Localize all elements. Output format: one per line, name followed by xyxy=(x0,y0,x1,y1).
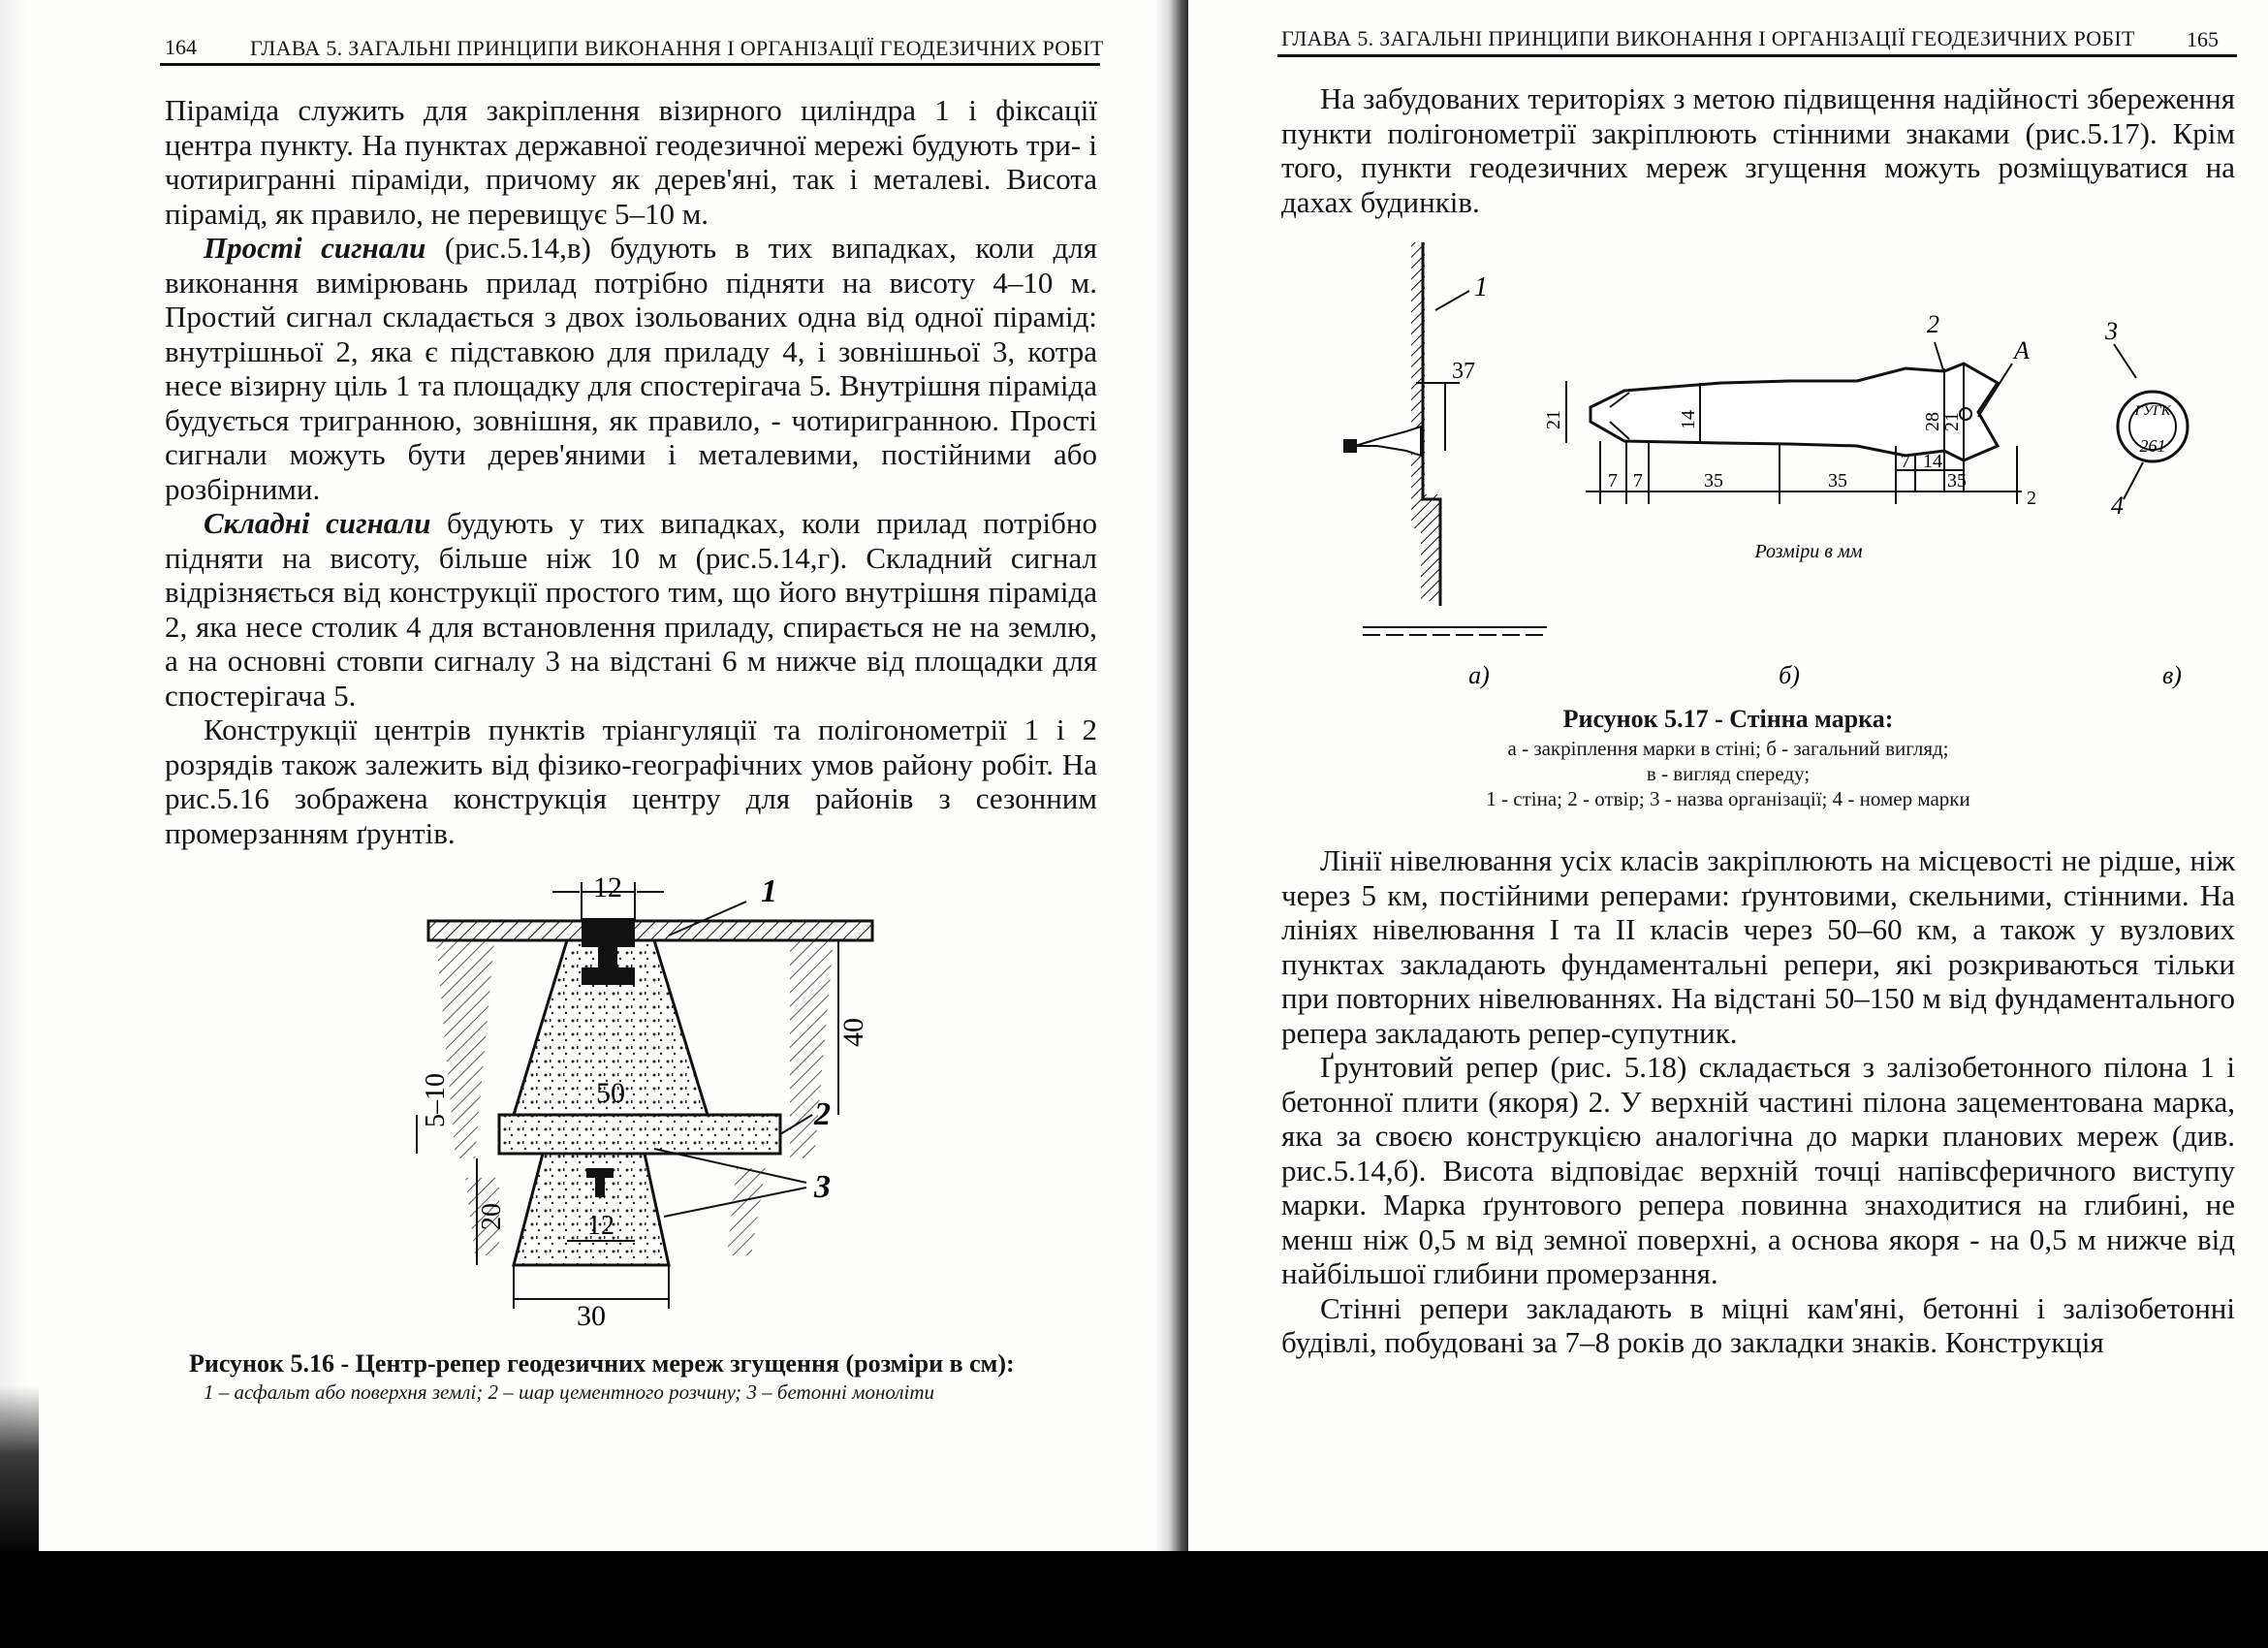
body-text xyxy=(1281,843,2235,1360)
sublabel-a: а) xyxy=(1468,661,1490,689)
figure-5-17-caption-line: 1 - стіна; 2 - отвір; 3 - назва організації; 4 - номер марки xyxy=(1486,787,1970,810)
sublabel-b: б) xyxy=(1779,661,1800,689)
figure-5-17-diagram xyxy=(1266,238,2235,703)
dim-label-2: 2 xyxy=(2027,488,2036,509)
dim-label-35c: 35 xyxy=(1947,470,1967,491)
figure-5-16-caption-title: Рисунок 5.16 - Центр-репер геодезичних мереж згущення (розміри в см): xyxy=(189,1349,1015,1378)
page-edge-shadow xyxy=(0,0,29,1559)
running-header: ГЛАВА 5. ЗАГАЛЬНІ ПРИНЦИПИ ВИКОНАННЯ І ОРГАНІЗАЦІЇ ГЕОДЕЗИЧНИХ РОБІТ xyxy=(250,36,1104,60)
dim-label-50: 50 xyxy=(596,1077,625,1109)
survey-mark-head xyxy=(582,918,635,947)
dim-label-40: 40 xyxy=(837,1018,869,1047)
dim-label-7c: 7 xyxy=(1901,451,1910,472)
cement-layer xyxy=(499,1115,780,1154)
dim-label-7a: 7 xyxy=(1608,470,1618,491)
scan-bottom-border xyxy=(0,1551,2268,1648)
ground-hatch-right-low xyxy=(727,1168,766,1255)
dim-label-20: 20 xyxy=(477,1203,507,1230)
mark-number: 261 xyxy=(2139,436,2166,456)
callout-a-1: 1 xyxy=(1474,272,1488,302)
dim-label-37: 37 xyxy=(1452,359,1475,384)
dim-label-12-bottom: 12 xyxy=(587,1211,614,1241)
leader-c-3 xyxy=(2114,344,2136,378)
organization-name: ГУГК xyxy=(2134,403,2171,419)
callout-3: 3 xyxy=(814,1169,831,1205)
left-page xyxy=(0,0,1168,1559)
dim-label-21b: 21 xyxy=(1941,412,1963,431)
wall-mark-tip xyxy=(1343,439,1357,453)
dim-label-14b: 14 xyxy=(1923,451,1942,472)
dim-label-21a: 21 xyxy=(1543,410,1564,429)
term: Прості сигнали xyxy=(204,231,426,265)
header-rule xyxy=(1277,54,2237,57)
paragraph-text: Піраміда служить для закріплення візирного циліндра 1 і фіксації центра пункту. На пунктах державної геодезичної мережі будують три- і чотиригранні піраміди, причому як дерев'яні, так і металеві. Висота пірамід, як правило, не перевищує 5–10 м. xyxy=(165,93,1097,231)
leader-b-2 xyxy=(1935,342,1944,373)
dim-label-35b: 35 xyxy=(1828,470,1847,491)
leader-a-1 xyxy=(1435,291,1469,310)
page-number: 165 xyxy=(2187,27,2219,51)
figure-5-17-caption-line: а - закріплення марки в стіні; б - загальний вигляд; xyxy=(1507,737,1949,760)
page-number: 164 xyxy=(165,35,197,59)
body-text xyxy=(165,93,1097,850)
figure-5-17-caption-title: Рисунок 5.17 - Стінна марка: xyxy=(1562,705,1894,733)
right-page xyxy=(1188,0,2268,1559)
intro-text xyxy=(1281,81,2235,219)
dim-label-7b: 7 xyxy=(1633,470,1643,491)
callout-b-2: 2 xyxy=(1927,310,1939,338)
mark-body xyxy=(1591,364,1998,460)
figure-5-16-caption-text xyxy=(204,1380,934,1405)
figure-5-16-diagram xyxy=(407,868,911,1352)
dim-label-12-top: 12 xyxy=(593,872,622,903)
paragraph-text: (рис.5.14,в) будують в тих випадках, коли для виконання вимірювань прилад потрібно підняти на висоту 4–10 м. Простий сигнал складається з двох ізольованих одна від одної пірамід: внутрішньої 2, яка є підставкою для приладу 4, і зовнішньої 3, котра несе візирну ціль 1 та площадку для спостерігача 5. Внутрішня піраміда будується тригранною, зовнішня, як правило, - чотиригранною. Прості сигнали можуть бути дерев'яними і металевими, постійними або розбірними. xyxy=(165,231,1097,506)
paragraph-text: будують у тих випадках, коли прилад потрібно підняти на висоту, більше ніж 10 м (рис.5.14,г). Складний сигнал відрізняється від конструкції простого тим, що його внутрішня піраміда 2, яка несе столик 4 для встановлення приладу, спирається не на землю, а на основні стовпи сигналу 3 на відстані 6 м нижче від площадки для спостерігача 5. xyxy=(165,506,1097,713)
dim-label-28: 28 xyxy=(1922,412,1943,431)
running-header: ГЛАВА 5. ЗАГАЛЬНІ ПРИНЦИПИ ВИКОНАННЯ І ОРГАНІЗАЦІЇ ГЕОДЕЗИЧНИХ РОБІТ xyxy=(1281,26,2135,50)
caption-legend: 1 – асфальт або поверхня землі; 2 – шар цементного розчину; 3 – бетонні моноліти xyxy=(204,1380,935,1404)
callout-c-4: 4 xyxy=(2111,491,2124,520)
paragraph: Лінії нівелювання усіх класів закріплюють на місцевості не рідше, ніж через 5 км, постійними реперами: ґрунтовими, скельними, стінними. На лініях нівелювання I та II класів через 50–60 км, а також у вузлових пунктах закладають фундаментальні репери, які розкриваються тільки при повторних нівелюваннях. На відстані 50–150 м від фундаментального репера закладають репер-супутник. xyxy=(1281,843,2235,1050)
paragraph xyxy=(165,93,1097,231)
paragraph-text: Конструкції центрів пунктів тріангуляції та полігонометрії 1 і 2 розрядів також залежить від фізико-географічних умов району робіт. На рис.5.16 зображена конструкція центру для районів з сезонним промерзанням ґрунтів. xyxy=(165,713,1097,850)
callout-1: 1 xyxy=(761,873,777,909)
figure-5-17-caption-line: в - вигляд спереду; xyxy=(1646,762,1811,785)
header-rule xyxy=(160,63,1100,66)
units-note: Розміри в мм xyxy=(1754,541,1863,562)
dim-label-14a: 14 xyxy=(1678,410,1699,429)
asphalt-layer xyxy=(428,921,872,940)
lower-mark-stem xyxy=(595,1176,605,1197)
paragraph xyxy=(165,231,1097,506)
leader-c-4 xyxy=(2124,462,2143,499)
subfigure-a-wall-fixing xyxy=(1343,242,1547,635)
dim-label-30: 30 xyxy=(577,1300,606,1332)
wall-mark xyxy=(1355,427,1421,456)
paragraph xyxy=(165,713,1097,850)
page-corner-shadow xyxy=(0,1386,39,1559)
subfigure-b-mark-view xyxy=(1543,310,2036,562)
survey-mark-base xyxy=(582,967,635,985)
callout-b-A: A xyxy=(2014,336,2030,364)
dim-label-5-10: 5–10 xyxy=(421,1073,451,1127)
term: Складні сигнали xyxy=(204,506,431,540)
survey-mark-stem xyxy=(598,945,617,969)
subfigure-c-front-view xyxy=(2104,317,2188,520)
paragraph: Ґрунтовий репер (рис. 5.18) складається з залізобетонного пілона 1 і бетонної плити (якоря) 2. У верхній частині пілона зацементована марка, яка за своєю конструкцією аналогічна до марки планових мереж (див. рис.5.14,б). Висота відповідає верхній точці напівсферичного виступу марки. Марка ґрунтового репера повинна знаходитися на глибині, не менш ніж 0,5 м від земної поверхні, а основа якоря - на 0,5 м нижче від найбільшої глибини промерзання. xyxy=(1281,1050,2235,1290)
wall-lower-hatch xyxy=(1421,494,1440,601)
paragraph: Стінні репери закладають в міцні кам'яні, бетонні і залізобетонні будівлі, побудовані за 7–8 років до закладки знаків. Конструкція xyxy=(1281,1290,2235,1359)
paragraph xyxy=(165,506,1097,713)
callout-c-3: 3 xyxy=(2105,317,2118,345)
dim-label-35a: 35 xyxy=(1704,470,1723,491)
callout-2: 2 xyxy=(814,1096,831,1132)
paragraph: На забудованих територіях з метою підвищення надійності збереження пункти полігонометрії закріплюють стінними знаками (рис.5.17). Крім того, пункти геодезичних мереж згущення можуть розміщуватися на дахах будинків. xyxy=(1281,81,2235,219)
sublabel-c: в) xyxy=(2162,661,2182,689)
